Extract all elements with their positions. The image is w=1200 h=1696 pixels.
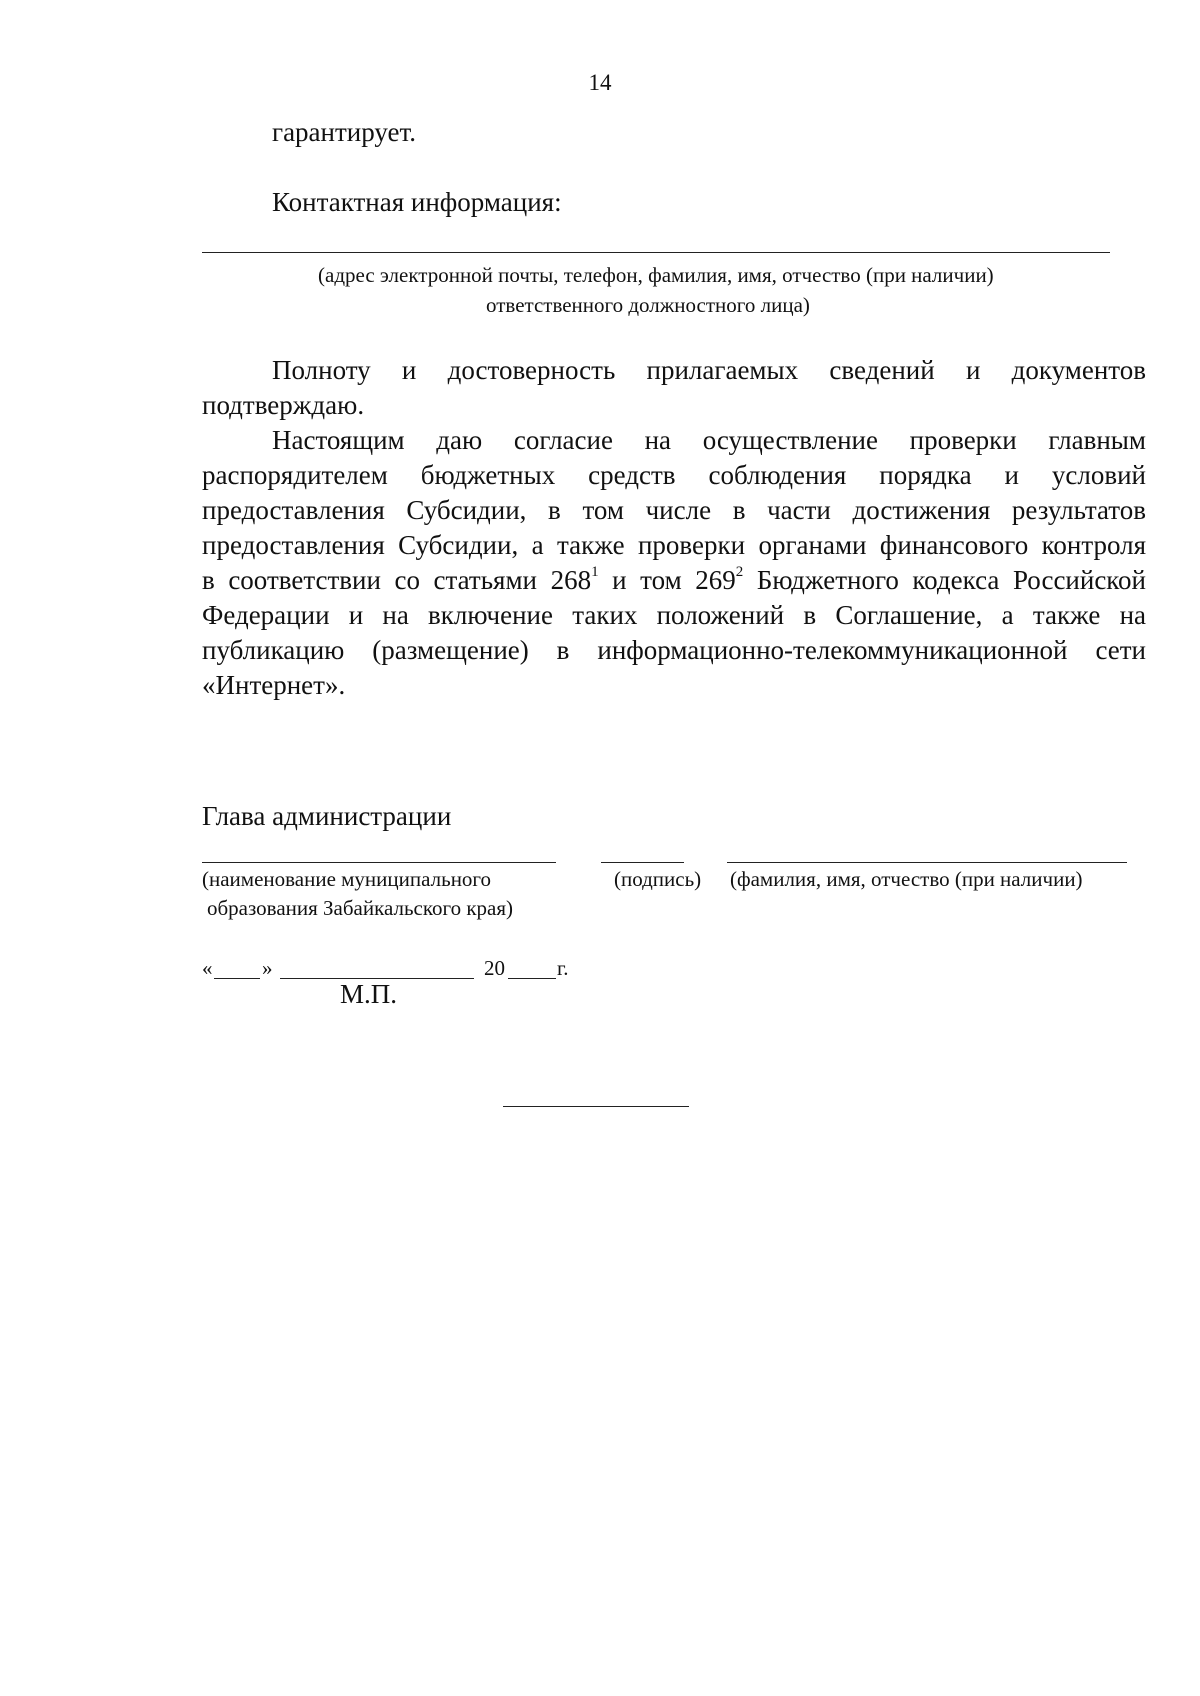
page-number: 14 [588,70,612,95]
consent-line: предоставления Субсидии, а также проверки органами финансового контроля [202,530,1146,560]
year-field-line [508,978,556,979]
guarantees-text: гарантирует. [272,117,417,147]
day-field-line [214,978,260,979]
confirmation-line: подтверждаю. [202,390,365,420]
contact-hint-line2: ответственного должностного лица) [486,293,810,317]
municipality-field-line [202,862,556,863]
signature-title: Глава администрации [202,801,452,831]
contact-label: Контактная информация: [272,187,562,217]
name-field-line [727,862,1127,863]
superscript: 2 [735,564,744,580]
consent-line: Настоящим даю согласие на осуществление проверки главным [272,425,1146,455]
confirmation-line: Полноту и достоверность прилагаемых сведений и документов [272,355,1146,385]
consent-line: Федерации и на включение таких положений в Соглашение, а также на [202,600,1146,630]
signature-hint: (подпись) [614,867,702,891]
signature-field-line [601,862,684,863]
name-hint: (фамилия, имя, отчество (при наличии) [730,867,1083,891]
consent-text: в соответствии со статьями 268 [202,565,592,595]
contact-hint-line1: (адрес электронной почты, телефон, фамилия, имя, отчество (при наличии) [318,263,994,287]
contact-field-line [202,252,1110,253]
consent-line-with-superscripts [202,564,1146,596]
consent-line: «Интернет». [202,670,346,700]
consent-line: предоставления Субсидии, в том числе в части достижения результатов [202,495,1146,525]
municipality-hint-line2: образования Забайкальского края) [207,896,514,920]
year-prefix: 20 [484,956,505,980]
document-end-separator [503,1106,689,1107]
date-quote-close: » [262,956,273,980]
consent-text: Бюджетного кодекса Российской [743,565,1147,595]
superscript: 1 [591,564,599,580]
consent-text: и том 269 [598,565,736,595]
date-quote-open: « [202,956,213,980]
stamp-label: М.П. [340,979,398,1009]
consent-line: распорядителем бюджетных средств соблюдения порядка и условий [202,460,1146,490]
municipality-hint-line1: (наименование муниципального [202,867,492,891]
consent-line: публикацию (размещение) в информационно-телекоммуникационной сети [202,635,1146,665]
year-suffix: г. [557,956,569,980]
